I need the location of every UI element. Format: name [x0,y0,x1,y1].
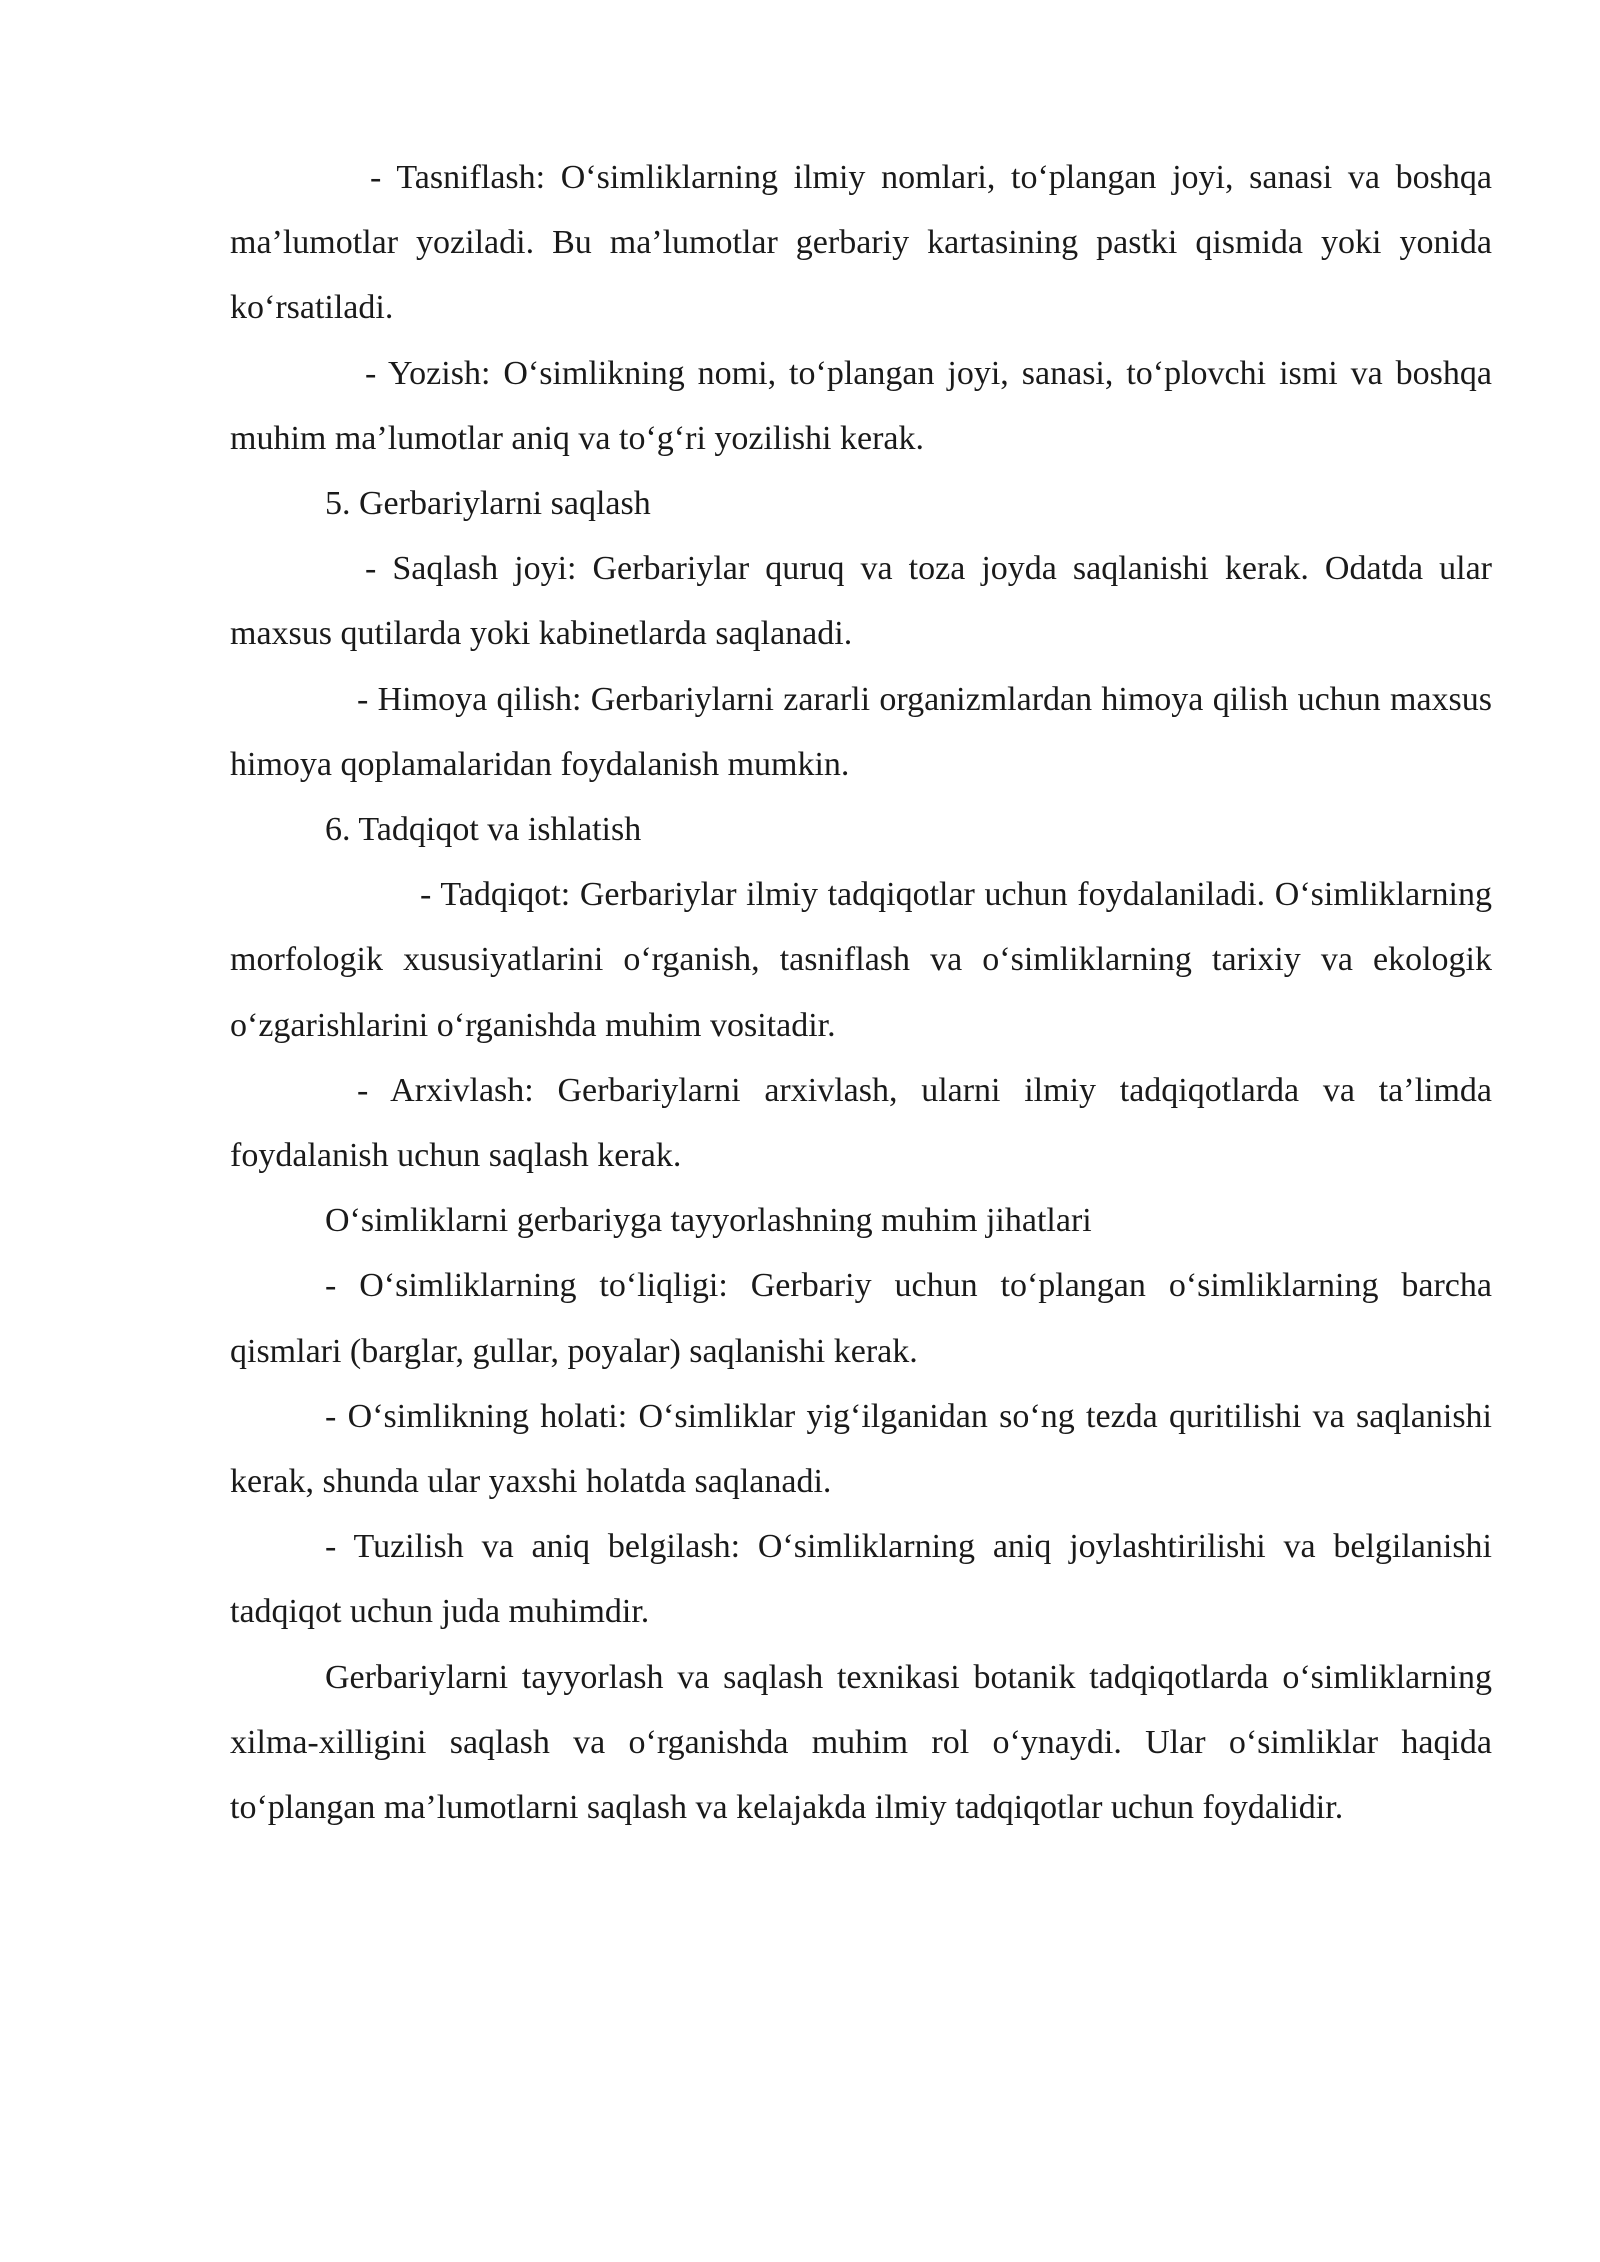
paragraph-tasniflash: - Tasniflash: O‘simliklarning ilmiy nomlari, to‘plangan joyi, sanasi va boshqa ma’lumotlar yoziladi. Bu ma’lumotlar gerbariy kartasining pastki qismida yoki yonida ko‘rsatiladi. [230,159,1492,327]
paragraph-yozish: - Yozish: O‘simlikning nomi, to‘plangan joyi, sanasi, to‘plovchi ismi va boshqa muhim ma’lumotlar aniq va to‘g‘ri yozilishi kerak. [230,354,1492,457]
paragraph-saqlash-joyi: - Saqlash joyi: Gerbariylar quruq va toza joyda saqlanishi kerak. Odatda ular maxsus qutilarda yoki kabinetlarda saqlanadi. [230,550,1492,653]
section-heading-6: 6. Tadqiqot va ishlatish [325,811,642,849]
paragraph-xulosa: Gerbariylarni tayyorlash va saqlash texnikasi botanik tadqiqotlarda o‘simliklarning xilma-xilligini saqlash va o‘rganishda muhim rol o‘ynaydi. Ular o‘simliklar haqida to‘plangan ma’lumotlarni saqlash va kelajakda ilmiy tadqiqotlar uchun foydalidir. [230,1658,1492,1827]
paragraph-holati: - O‘simlikning holati: O‘simliklar yig‘ilganidan so‘ng tezda quritilishi va saqlanishi kerak, shunda ular yaxshi holatda saqlanadi. [230,1397,1492,1501]
paragraph-toliqligi: - O‘simliklarning to‘liqligi: Gerbariy uchun to‘plangan o‘simliklarning barcha qismlari (barglar, gullar, poyalar) saqlanishi kerak. [230,1267,1492,1370]
section-heading-5: 5. Gerbariylarni saqlash [325,485,651,523]
paragraph-tadqiqot: - Tadqiqot: Gerbariylar ilmiy tadqiqotlar uchun foydalaniladi. O‘simliklarning morfologik xususiyatlarini o‘rganish, tasniflash va o‘simliklarning tarixiy va ekologik o‘zgarishlarini o‘rganishda muhim vositadir. [230,876,1492,1044]
paragraph-arxivlash: - Arxivlash: Gerbariylarni arxivlash, ularni ilmiy tadqiqotlarda va ta’limda foydalanish uchun saqlash kerak. [230,1071,1492,1175]
document-body [230,145,1492,1840]
paragraph-himoya: - Himoya qilish: Gerbariylarni zararli organizmlardan himoya qilish uchun maxsus himoya qoplamalaridan foydalanish mumkin. [230,680,1492,783]
paragraph-tuzilish: - Tuzilish va aniq belgilash: O‘simliklarning aniq joylashtirilishi va belgilanishi tadqiqot uchun juda muhimdir. [230,1528,1492,1631]
section-heading-jihatlar: O‘simliklarni gerbariyga tayyorlashning muhim jihatlari [325,1202,1092,1240]
